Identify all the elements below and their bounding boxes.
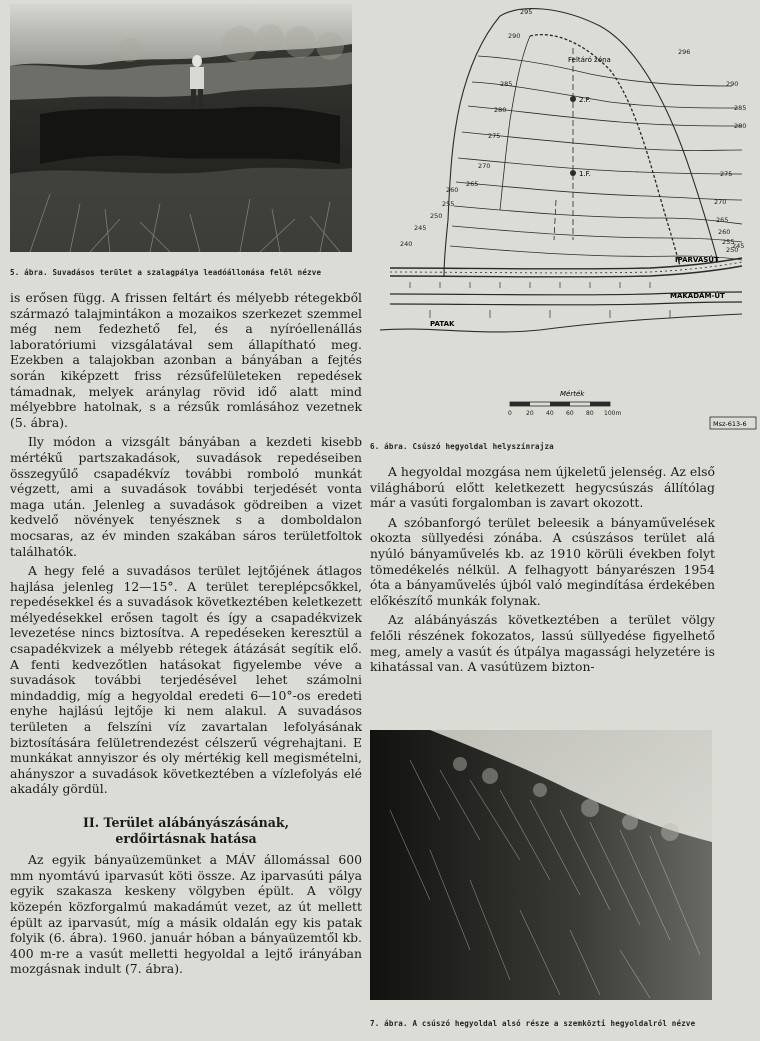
contour-right-4: 280 [734,122,747,130]
figure-7-photo [370,730,712,1000]
figure-6-site-map [370,0,760,432]
scale-tick-60: 60 [566,410,574,417]
contour-right-3: 285 [734,104,747,112]
right-paragraph-3: Az alábányászás következtében a terület völgy felőli részének fokozatos, lassú süllyedése figyelhető meg, amely a vasút és útpálya magassági helyzetére is kihatással van. A vasútüzem bizton- [370,612,715,675]
map-label-makadam: MAKADÁM-ÚT [670,292,725,300]
figure-5-caption: 5. ábra. Suvadásos terület a szalagpálya leadóállomása felől nézve [10,268,322,277]
contour-left-5: 275 [488,132,501,140]
scale-tick-0: 0 [508,410,512,417]
contour-left-2: 290 [508,32,521,40]
scale-bar [510,402,610,406]
right-paragraph-2: A szóbanforgó terület beleesik a bányaművelések okozta süllyedési zónába. A csúszásos terület alá nyúló bányaművelés kb. az 1910 körüli években folyt tömedékelés nélkül. A felhagyott bányarészen 1954 óta a bányaművelés újból való megindítása érdekében előkészítő munkák folynak. [370,514,715,608]
figure-stamp: Msz-613-6 [713,420,747,428]
section-heading-line-2: erdőirtásnak hatása [115,830,257,846]
map-label-iparvasut: IPARVASÚT [675,256,719,264]
contour-left-10: 250 [430,212,443,220]
map-label-1f: 1.F. [579,170,591,178]
contour-left-7: 265 [466,180,479,188]
contour-left-1: 295 [520,8,533,16]
contour-right-8: 260 [718,228,731,236]
left-paragraph-4: Az egyik bányaüzemünket a MÁV állomással 600 mm nyomtávú iparvasút köti össze. Az iparvasúti pálya egyik szakasza keskeny völgyben épült. A völgy közepén közforgalmú makadámút vezet, az út mellett épült az iparvasút, míg a másik oldalán egy kis patak folyik (6. ábra). 1960. január hóban a bányaüzemtől kb. 400 m-re a vasút melletti hegyoldal a lejtő irányában mozgásnak indult (7. ábra). [10,852,362,977]
contour-right-7: 265 [716,216,729,224]
contour-left-6: 270 [478,162,491,170]
contour-left-4: 280 [494,106,507,114]
contour-right-1: 296 [678,48,691,56]
section-heading [10,815,362,846]
figure-5-photo-image [10,4,352,252]
left-column-text [10,290,362,977]
contour-right-11: 245 [732,242,745,250]
right-paragraph-1: A hegyoldal mozgása nem újkeletű jelenség. Az első világháború előtt keletkezett hegycsúszás állítólag már a vasúti forgalomban is zavart okozott. [370,464,715,511]
contour-right-2: 290 [726,80,739,88]
contour-right-6: 270 [714,198,727,206]
left-paragraph-1: is erősen függ. A frissen feltárt és mélyebb rétegekből származó talajmintákon a mozaikos szerkezet szemmel még nem fedezhető fel, és a nyíróellenállás laboratóriumi vizsgálatával sem állapítható meg. Ezekben a talajokban azonban a bányában a fejtés során kiképzett friss rézsűfelületeken repedések támadnak, melyek aránylag rövid idő alatt mind mélyebbre hatolnak, s a rézsűk romlásához vezetnek (5. ábra). [10,290,362,430]
contour-left-12: 240 [400,240,413,248]
figure-6-caption: 6. ábra. Csúszó hegyoldal helyszínrajza [370,442,554,451]
figure-7-photo-image [370,730,712,1000]
scale-tick-100: 100m [604,410,622,417]
contour-left-3: 285 [500,80,513,88]
map-label-feltaro-zona: Feltáró zóna [568,56,611,64]
contour-left-8: 260 [446,186,459,194]
map-label-2f: 2.F. [579,96,591,104]
left-paragraph-3: A hegy felé a suvadásos terület lejtőjének átlagos hajlása jelenleg 12—15°. A terület tereplépcsőkkel, repedésekkel és a suvadások következtében keletkezett mélyedésekkel erősen tagolt és így a csapadékvizek levezetése nincs biztosítva. A repedéseken keresztül a csapadékvizek a mélyebb rétegek átázását segítik elő. A fenti kedvezőtlen hatásokat figyelembe véve a suvadások további terjedésével lehet számolni mindaddig, míg a hegyoldal eredeti 6—10°-os eredeti enyhe hajlású lejtője ki nem alakul. A suvadásos területen a felszíni víz zavartalan lefolyásának biztosítására felületrendezést célszerű végrehajtani. E munkákat annyiszor és oly mértékig kell megismételni, ahányszor a suvadások következtében a vízlefolyás elé akadály gördül. [10,563,362,797]
scale-tick-20: 20 [526,410,534,417]
site-map-drawing [370,0,760,432]
map-label-patak: PATAK [430,320,455,328]
figure-5-photo [10,4,352,252]
contour-right-5: 275 [720,170,733,178]
contour-left-11: 245 [414,224,427,232]
contour-left-9: 255 [442,200,455,208]
scale-tick-80: 80 [586,410,594,417]
borehole-1-marker [570,170,576,176]
borehole-2-marker [570,96,576,102]
figure-7-caption: 7. ábra. A csúszó hegyoldal alsó része a szemközti hegyoldalról nézve [370,1019,696,1028]
left-paragraph-2: Ily módon a vizsgált bányában a kezdeti kisebb mértékű partszakadások, suvadások repedéseiben összegyűlő csapadékvíz további romboló munkát végzett, ami a suvadások további terjedését vonta maga után. Jelenleg a suvadások gödreiben a vizet kedvelő növények tenyésznek s a domboldalon mocsaras, az év minden szakában sáros területfoltok találhatók. [10,434,362,559]
contour-right-9: 255 [722,238,735,246]
scale-tick-40: 40 [546,410,554,417]
section-heading-line-1: II. Terület alábányászásának, [82,815,290,830]
right-column-text [370,464,715,675]
contour-right-10: 250 [726,246,739,254]
scale-label: Mérték [560,390,585,398]
